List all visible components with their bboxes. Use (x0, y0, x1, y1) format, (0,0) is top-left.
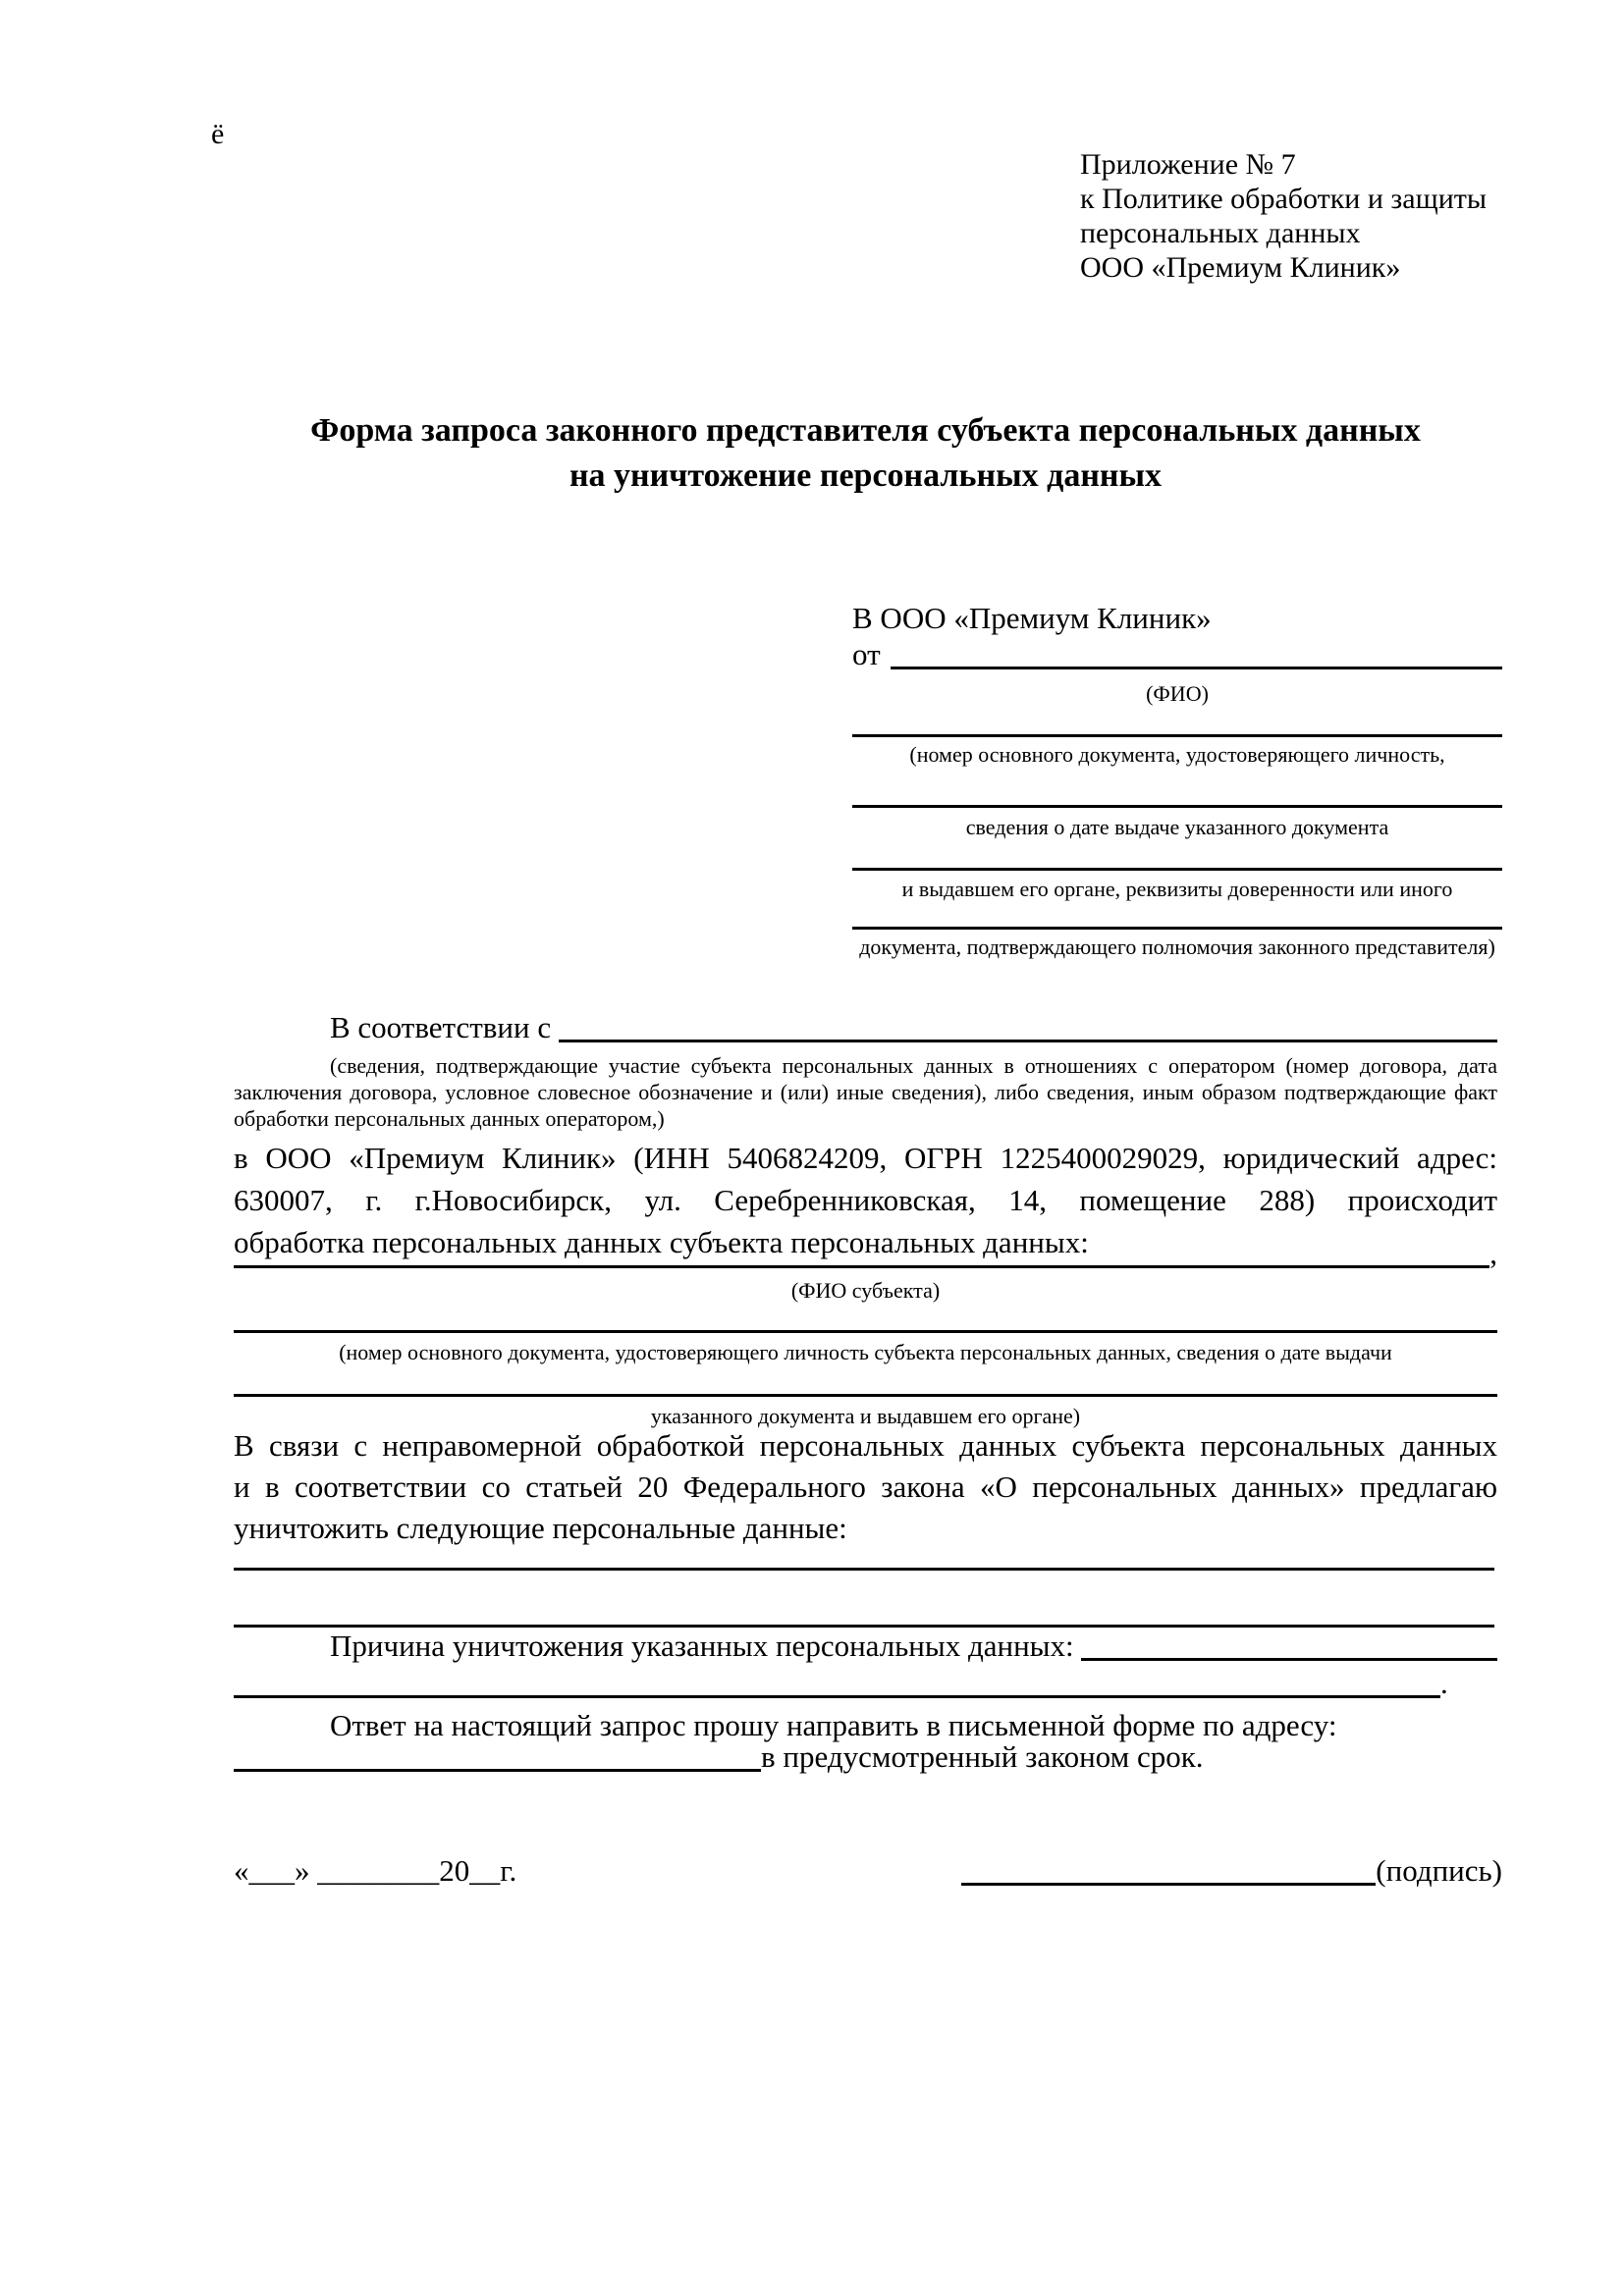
text-line: уничтожить следующие персональные данные: (234, 1511, 847, 1545)
text-line: обработки персональных данных оператором,) (234, 1106, 665, 1131)
footer-row (234, 1854, 1502, 1887)
blank-fill-line (234, 1568, 1494, 1571)
fio-fill-line (891, 638, 1502, 669)
fio-caption: (ФИО) (1146, 681, 1209, 706)
signature-caption: (подпись) (1376, 1853, 1502, 1888)
subject-doc-caption-1: (номер основного документа, удостоверяющего личность субъекта персональных данных, сведения о дате выдачи (339, 1340, 1392, 1364)
subject-fio-fill-line (234, 1237, 1489, 1268)
stray-char: ё (211, 118, 225, 150)
text-line: 630007, г. г.Новосибирск, ул. Серебренниковская, 14, помещение 288) происходит (234, 1183, 1497, 1217)
reply-row2 (234, 1740, 1497, 1773)
reason-row (234, 1629, 1497, 1662)
addressee-to-line: В ООО «Премиум Клиник» (852, 601, 1212, 635)
comma-char: , (1489, 1236, 1497, 1270)
text-line: Приложение № 7 (1080, 148, 1296, 181)
reason-label: Причина уничтожения указанных персональных данных: (330, 1629, 1082, 1663)
text-line: Форма запроса законного представителя субъекта персональных данных (310, 412, 1421, 449)
demand-paragraph (234, 1425, 1497, 1549)
signature-group (961, 1854, 1502, 1887)
text-line: В связи с неправомерной обработкой персональных данных субъекта персональных данных (234, 1428, 1497, 1463)
appendix-header (1080, 147, 1496, 285)
text-line: ООО «Премиум Клиник» (1080, 251, 1401, 284)
reply-tail-text: в предусмотренный законом срок. (761, 1739, 1204, 1774)
text-line: Ответ на настоящий запрос прошу направить в письменной форме по адресу: (330, 1708, 1337, 1742)
text-line: обработка персональных данных субъекта персональных данных: (234, 1225, 1089, 1259)
line-caption: и выдавшем его органе, реквизиты доверенности или иного (901, 877, 1453, 901)
accordance-note (234, 1052, 1497, 1132)
accordance-row (234, 1011, 1497, 1043)
accordance-label: В соответствии с (330, 1010, 559, 1044)
subject-fio-row (234, 1237, 1497, 1269)
form-line (852, 868, 1502, 871)
form-line (234, 1394, 1497, 1397)
line-caption: (номер основного документа, удостоверяющего личность, (909, 742, 1445, 767)
blank-fill-line (234, 1625, 1494, 1628)
reply-paragraph-line1 (234, 1709, 1502, 1741)
text-line: персональных данных (1080, 217, 1361, 249)
form-line (852, 734, 1502, 737)
text-line: (сведения, подтверждающие участие субъекта персональных данных в отношениях с оператором (номер договора, дата (330, 1053, 1497, 1078)
reason-tail-fill-line (234, 1667, 1440, 1698)
subject-doc-caption-2: указанного документа и выдавшем его органе) (650, 1404, 1081, 1428)
address-fill-line (234, 1740, 761, 1772)
form-line (852, 805, 1502, 808)
reason-tail-row (234, 1667, 1497, 1699)
reason-fill-line (1081, 1629, 1497, 1661)
line-caption: сведения о дате выдаче указанного документа (965, 815, 1389, 839)
text-line: на уничтожение персональных данных (568, 457, 1163, 494)
form-line (852, 927, 1502, 930)
addressee-block (852, 599, 1502, 959)
period-char: . (1440, 1666, 1448, 1700)
line-caption: документа, подтверждающего полномочия законного представителя) (859, 934, 1495, 959)
text-line: и в соответствии со статьей 20 Федерального закона «О персональных данных» предлагаю (234, 1469, 1497, 1504)
text-line: к Политике обработки и защиты (1080, 183, 1488, 215)
form-line (234, 1330, 1497, 1333)
date-field: «___» ________20__г. (234, 1853, 517, 1888)
subject-fio-caption: (ФИО субъекта) (790, 1278, 941, 1303)
text-line: заключения договора, условное словесное обозначение и (или) иные сведения), либо сведения, иным образом подтверждающие факт (234, 1080, 1497, 1104)
from-label: от (852, 637, 881, 671)
accordance-fill-line (559, 1011, 1497, 1042)
signature-fill-line (961, 1854, 1376, 1886)
addressee-from-row (852, 638, 1502, 670)
page-title (234, 408, 1497, 499)
text-line: в ООО «Премиум Клиник» (ИНН 5406824209, ОГРН 1225400029029, юридический адрес: (234, 1141, 1497, 1175)
